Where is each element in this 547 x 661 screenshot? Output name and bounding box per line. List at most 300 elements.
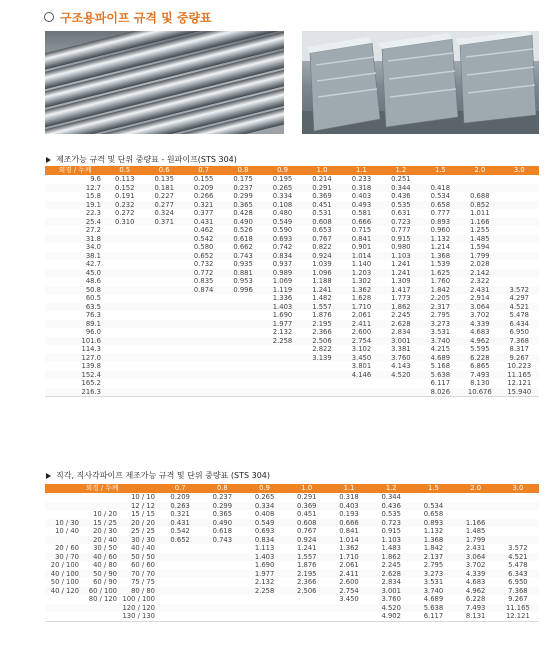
weight-cell [144, 379, 183, 388]
weight-cell: 5.478 [508, 561, 528, 569]
weight-cell: 1.255 [470, 226, 490, 234]
weight-cell [263, 371, 302, 380]
weight-cell [184, 354, 223, 363]
weight-cell [243, 612, 285, 621]
table-row [45, 235, 539, 244]
weight-cell: 0.841 [339, 527, 359, 535]
weight-cell: 0.767 [302, 235, 341, 244]
weight-cell: 2.366 [297, 578, 317, 586]
weight-cell: 2.795 [423, 561, 444, 569]
weight-cell: 1.710 [342, 303, 381, 312]
weight-cell: 0.834 [243, 536, 285, 545]
weight-cell [500, 192, 539, 201]
weight-cell: 6.434 [500, 320, 539, 329]
size-cell: 30 / 50 [93, 544, 117, 552]
weight-cell [302, 362, 341, 371]
table-row [45, 561, 539, 570]
weight-cell: 1.214 [430, 243, 451, 251]
weight-cell [223, 362, 262, 371]
size-cell: 165.2 [81, 379, 101, 387]
table-row [45, 252, 539, 261]
size-cell: 130 / 130 [121, 612, 159, 621]
table2-corner-header: 외경 / 두께 [45, 484, 159, 493]
table-row [45, 294, 539, 303]
weight-cell: 0.852 [460, 201, 499, 210]
size-cell: 60.5 [85, 294, 101, 302]
weight-cell [286, 604, 328, 613]
weight-cell: 0.723 [381, 218, 420, 227]
weight-cell: 3.702 [465, 561, 486, 569]
table-row [45, 260, 539, 269]
size-cell [83, 604, 121, 613]
weight-cell: 4.683 [465, 578, 486, 586]
weight-cell [497, 510, 539, 519]
weight-cell: 0.321 [170, 510, 190, 518]
weight-cell [159, 561, 201, 570]
weight-cell: 1.842 [421, 286, 460, 295]
weight-cell [223, 303, 262, 312]
weight-cell [105, 294, 144, 303]
weight-cell: 0.299 [201, 502, 243, 511]
weight-cell: 0.874 [184, 286, 223, 295]
table-row [45, 354, 539, 363]
weight-cell [223, 388, 262, 397]
weight-cell: 1.309 [391, 277, 411, 285]
weight-cell [105, 379, 144, 388]
weight-cell: 0.318 [342, 184, 381, 193]
weight-cell [455, 502, 497, 511]
weight-cell: 0.989 [263, 269, 302, 278]
weight-cell [144, 286, 183, 295]
weight-cell: 0.777 [391, 226, 411, 234]
weight-cell [105, 235, 144, 244]
size-cell: 216.3 [45, 388, 105, 397]
weight-cell: 0.113 [114, 175, 135, 183]
size-cell [45, 510, 83, 519]
weight-cell: 0.652 [159, 536, 201, 545]
table-row [45, 527, 539, 536]
weight-cell: 9.267 [500, 354, 539, 363]
weight-cell: 1.368 [412, 536, 454, 545]
weight-cell: 9.267 [508, 595, 528, 603]
weight-cell [105, 286, 144, 295]
weight-cell [381, 388, 420, 397]
weight-cell: 0.581 [351, 209, 372, 217]
weight-cell: 2.600 [351, 328, 372, 336]
weight-cell: 1.483 [381, 544, 401, 552]
weight-cell: 0.152 [105, 184, 144, 193]
weight-cell [144, 362, 183, 371]
weight-cell [184, 320, 223, 329]
weight-cell [159, 587, 201, 596]
table-row [45, 595, 539, 604]
weight-cell [105, 277, 144, 286]
weight-cell [201, 570, 243, 579]
weight-cell: 4.339 [455, 570, 497, 579]
weight-cell: 2.322 [470, 277, 490, 285]
weight-cell: 2.628 [370, 570, 412, 579]
weight-cell: 12.121 [497, 612, 539, 621]
weight-cell [159, 570, 201, 579]
weight-cell: 2.245 [391, 311, 411, 319]
size-cell: 127.0 [45, 354, 105, 363]
weight-cell: 4.339 [460, 320, 499, 329]
size-cell: 10 / 40 [55, 527, 79, 535]
weight-cell [144, 226, 183, 235]
weight-cell: 0.881 [223, 269, 262, 278]
weight-cell: 2.914 [470, 294, 490, 302]
size-cell [45, 604, 83, 613]
weight-cell: 3.001 [381, 337, 420, 346]
size-cell: 96.0 [85, 328, 101, 336]
weight-cell: 1.842 [423, 544, 444, 552]
weight-cell: 7.368 [500, 337, 539, 346]
weight-cell [497, 519, 539, 528]
weight-cell [105, 328, 144, 337]
size-cell: 60 / 60 [131, 561, 156, 569]
weight-cell: 0.549 [243, 519, 285, 528]
weight-cell: 3.760 [381, 354, 420, 363]
weight-cell: 0.299 [233, 192, 253, 200]
size-cell: 40 / 80 [93, 561, 117, 569]
weight-cell: 0.924 [286, 536, 328, 545]
weight-cell: 3.531 [430, 328, 451, 336]
weight-cell [500, 201, 539, 210]
weight-cell: 0.493 [342, 201, 381, 210]
weight-cell [223, 337, 262, 346]
weight-cell [500, 243, 539, 252]
table-row [45, 553, 539, 562]
weight-cell: 4.215 [430, 345, 451, 353]
weight-cell: 0.743 [223, 252, 262, 261]
weight-cell: 0.608 [302, 218, 341, 227]
table-row [45, 184, 539, 193]
weight-cell [342, 379, 381, 388]
page-title: 구조용파이프 규격 및 중량표 [60, 10, 212, 25]
size-cell: 20 / 20 [121, 519, 159, 528]
weight-cell: 0.822 [312, 243, 332, 251]
weight-cell: 6.343 [497, 570, 539, 579]
weight-cell: 1.690 [272, 311, 293, 319]
weight-cell: 1.119 [263, 286, 302, 295]
table2-title-row [46, 470, 270, 481]
weight-cell: 0.723 [370, 519, 412, 528]
size-cell: 80 / 120 [88, 595, 117, 603]
weight-cell [201, 544, 243, 553]
weight-cell: 8.131 [455, 612, 497, 621]
weight-cell: 1.557 [286, 553, 328, 562]
table1-corner-header: 외경 / 두께 [45, 166, 105, 175]
weight-cell [342, 388, 381, 397]
weight-cell: 5.638 [421, 371, 460, 380]
weight-cell: 0.996 [223, 286, 262, 295]
table-row [45, 243, 539, 252]
weight-cell: 2.431 [460, 286, 499, 295]
table1-title-row [46, 154, 237, 165]
weight-cell: 1.241 [297, 544, 317, 552]
weight-cell: 4.962 [455, 587, 497, 596]
weight-cell [144, 303, 183, 312]
weight-cell: 6.865 [470, 362, 490, 370]
thickness-header: 2.0 [460, 166, 499, 175]
weight-cell [201, 561, 243, 570]
weight-cell: 0.277 [144, 201, 183, 210]
weight-cell [105, 260, 144, 269]
size-cell: 20 / 40 [83, 536, 121, 545]
weight-cell: 1.336 [272, 294, 293, 302]
weight-cell: 15.940 [500, 388, 539, 397]
weight-cell: 1.069 [272, 277, 293, 285]
thickness-header: 3.0 [497, 484, 539, 493]
weight-cell: 1.876 [297, 561, 317, 569]
weight-cell: 1.103 [370, 536, 412, 545]
size-cell: 31.8 [45, 235, 105, 244]
weight-cell: 0.531 [312, 209, 332, 217]
weight-cell: 2.195 [302, 320, 341, 329]
size-cell: 50 / 100 [50, 578, 79, 586]
weight-cell: 0.321 [184, 201, 223, 210]
weight-cell: 0.535 [381, 510, 401, 518]
weight-cell: 6.950 [509, 328, 529, 336]
weight-cell: 2.028 [470, 260, 490, 268]
size-cell: 60 / 90 [93, 578, 117, 586]
thickness-header: 1.5 [412, 484, 454, 493]
weight-cell [201, 595, 243, 604]
table-row [45, 570, 539, 579]
weight-cell: 2.061 [339, 561, 359, 569]
weight-cell: 3.740 [412, 587, 454, 596]
weight-cell [144, 260, 183, 269]
size-cell [83, 612, 121, 621]
weight-cell: 7.493 [460, 371, 499, 380]
weight-cell: 1.799 [455, 536, 497, 545]
table-row [45, 226, 539, 235]
weight-cell: 0.893 [412, 519, 454, 528]
weight-cell [144, 337, 183, 346]
weight-cell: 0.743 [201, 536, 243, 545]
size-cell: 40 / 60 [83, 553, 121, 562]
weight-cell [201, 604, 243, 613]
thickness-header: 0.8 [201, 484, 243, 493]
weight-cell [223, 320, 262, 329]
weight-cell [144, 354, 183, 363]
weight-cell [500, 235, 539, 244]
weight-cell [144, 328, 183, 337]
weight-cell: 1.690 [254, 561, 275, 569]
weight-cell [302, 371, 341, 380]
weight-cell [223, 345, 262, 354]
thickness-header: 2.0 [455, 484, 497, 493]
thickness-header: 0.8 [223, 166, 262, 175]
weight-cell: 2.366 [312, 328, 332, 336]
weight-cell: 2.258 [263, 337, 302, 346]
weight-cell: 0.534 [412, 502, 454, 511]
weight-cell: 4.521 [500, 303, 539, 312]
weight-cell [159, 544, 201, 553]
weight-cell: 1.482 [312, 294, 332, 302]
size-cell: 10 / 10 [131, 493, 156, 501]
weight-cell [460, 184, 499, 193]
weight-cell: 2.411 [328, 570, 370, 579]
size-cell: 15.8 [85, 192, 101, 200]
weight-cell: 0.662 [233, 243, 253, 251]
weight-cell: 0.580 [193, 243, 214, 251]
weight-cell: 0.631 [391, 209, 411, 217]
size-cell: 40 / 100 [45, 570, 83, 579]
size-cell: 100 / 100 [122, 595, 156, 603]
weight-cell [328, 612, 370, 621]
weight-cell: 0.980 [391, 243, 411, 251]
size-cell [45, 502, 83, 511]
weight-cell: 0.408 [254, 510, 275, 518]
weight-cell: 0.272 [114, 209, 135, 217]
weight-cell: 0.715 [351, 226, 372, 234]
weight-cell [243, 595, 285, 604]
weight-cell: 0.841 [342, 235, 381, 244]
weight-cell: 0.214 [312, 175, 332, 183]
weight-cell: 0.590 [272, 226, 293, 234]
weight-cell: 1.166 [460, 218, 499, 227]
weight-cell [497, 527, 539, 536]
weight-cell [223, 354, 262, 363]
weight-cell: 1.362 [339, 544, 359, 552]
size-cell: 50 / 90 [83, 570, 121, 579]
weight-cell: 4.146 [342, 371, 381, 380]
weight-cell [105, 269, 144, 278]
size-cell: 25.4 [45, 218, 105, 227]
weight-cell: 1.773 [391, 294, 411, 302]
thickness-header: 1.2 [381, 166, 420, 175]
weight-cell: 0.480 [272, 209, 293, 217]
table-row [45, 612, 539, 621]
weight-cell: 0.542 [184, 235, 223, 244]
weight-cell [144, 320, 183, 329]
weight-cell [159, 553, 201, 562]
weight-cell: 0.175 [233, 175, 253, 183]
weight-cell: 0.334 [243, 502, 285, 511]
weight-cell [263, 354, 302, 363]
table-row [45, 277, 539, 286]
weight-cell [500, 260, 539, 269]
weight-cell: 7.493 [455, 604, 497, 613]
weight-cell [144, 277, 183, 286]
size-cell: 19.1 [45, 201, 105, 210]
weight-cell: 0.652 [184, 252, 223, 261]
weight-cell: 7.368 [497, 587, 539, 596]
weight-cell: 0.237 [212, 493, 233, 501]
weight-cell: 3.064 [455, 553, 497, 562]
weight-cell [144, 243, 183, 252]
weight-cell: 6.950 [508, 578, 528, 586]
weight-cell: 3.572 [500, 286, 539, 295]
weight-cell [500, 269, 539, 278]
table-row [45, 175, 539, 184]
thickness-header: 3.0 [500, 166, 539, 175]
weight-cell [144, 388, 183, 397]
weight-cell: 1.014 [328, 536, 370, 545]
thickness-header: 0.5 [105, 166, 144, 175]
weight-cell: 5.595 [470, 345, 490, 353]
weight-cell: 4.902 [370, 612, 412, 621]
weight-cell [105, 354, 144, 363]
size-cell: 40 / 40 [131, 544, 156, 552]
weight-cell: 0.135 [154, 175, 174, 183]
weight-cell: 4.143 [391, 362, 411, 370]
weight-cell: 1.039 [312, 260, 332, 268]
size-cell: 10 / 20 [93, 510, 117, 518]
weight-cell [381, 379, 420, 388]
weight-cell [144, 345, 183, 354]
weight-cell [243, 604, 285, 613]
thickness-header: 1.2 [370, 484, 412, 493]
thickness-header: 1.1 [342, 166, 381, 175]
weight-cell: 0.742 [272, 243, 293, 251]
weight-cell [184, 303, 223, 312]
thickness-header: 0.6 [144, 166, 183, 175]
table-row [45, 192, 539, 201]
weight-cell: 3.760 [381, 595, 401, 603]
size-cell: 20 / 100 [50, 561, 79, 569]
weight-cell: 0.436 [370, 502, 412, 511]
weight-cell: 1.876 [312, 311, 332, 319]
weight-cell: 0.732 [193, 260, 214, 268]
weight-cell: 1.203 [342, 269, 381, 278]
weight-cell: 0.436 [391, 192, 411, 200]
thickness-header: 1.5 [421, 166, 460, 175]
weight-cell: 0.371 [144, 218, 183, 227]
triangle-bullet-icon [46, 157, 51, 163]
weight-cell: 3.001 [370, 587, 412, 596]
stainless-round-pipes-photo [45, 31, 284, 134]
table-row [45, 587, 539, 596]
weight-cell: 1.403 [243, 553, 285, 562]
weight-cell [201, 553, 243, 562]
size-cell [45, 493, 83, 502]
weight-cell: 3.801 [351, 362, 372, 370]
weight-cell: 0.265 [254, 493, 275, 501]
weight-cell [201, 587, 243, 596]
weight-cell: 0.291 [297, 493, 317, 501]
size-cell: 80 / 80 [121, 587, 159, 596]
weight-cell [184, 379, 223, 388]
weight-cell: 11.165 [500, 371, 539, 380]
weight-cell [497, 502, 539, 511]
weight-cell: 0.935 [233, 260, 253, 268]
weight-cell: 0.227 [154, 192, 174, 200]
weight-cell: 3.450 [339, 595, 359, 603]
weight-cell [302, 388, 341, 397]
table-row [45, 345, 539, 354]
weight-cell: 4.520 [381, 371, 420, 380]
weight-cell [144, 371, 183, 380]
weight-cell [263, 345, 302, 354]
weight-cell: 0.344 [381, 184, 420, 193]
weight-cell: 1.241 [391, 260, 411, 268]
weight-cell: 2.754 [342, 337, 381, 346]
weight-cell: 0.365 [223, 201, 262, 210]
weight-cell: 3.273 [421, 320, 460, 329]
weight-cell [105, 388, 144, 397]
size-cell: 76.3 [85, 311, 101, 319]
weight-cell: 1.011 [470, 209, 490, 217]
weight-cell: 0.155 [193, 175, 214, 183]
weight-cell [223, 311, 262, 320]
weight-cell: 0.772 [184, 269, 223, 278]
weight-cell: 2.431 [465, 544, 486, 552]
weight-cell: 0.431 [159, 519, 201, 528]
weight-cell: 1.760 [430, 277, 451, 285]
weight-cell: 0.953 [233, 277, 253, 285]
